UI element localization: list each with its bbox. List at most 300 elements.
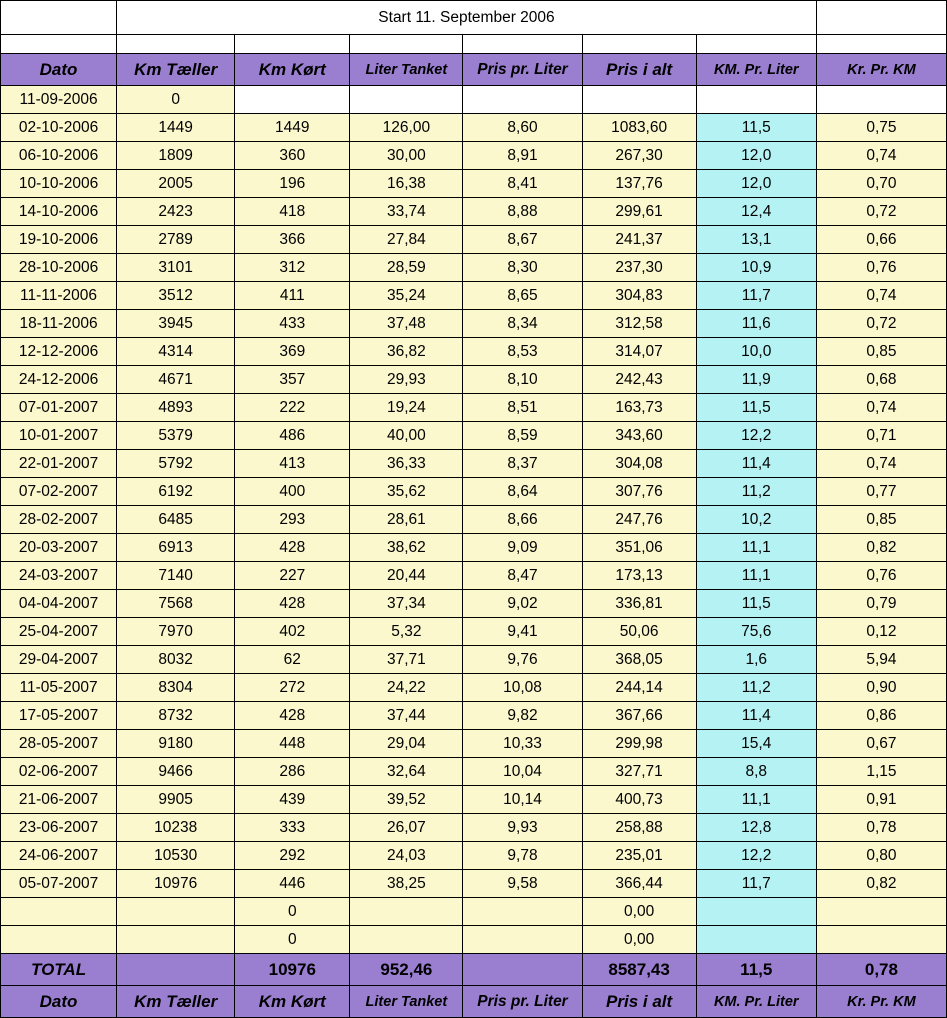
cell-km-taeller[interactable]: 9905	[117, 786, 235, 814]
cell-pris-pr-liter[interactable]: 10,04	[463, 758, 582, 786]
table-row[interactable]	[1, 758, 947, 786]
cell-pris-i-alt[interactable]: 304,08	[582, 450, 696, 478]
cell-dato[interactable]: 28-10-2006	[1, 254, 117, 282]
table-row[interactable]	[1, 618, 947, 646]
cell-liter-tanket[interactable]: 35,24	[350, 282, 463, 310]
cell-pris-pr-liter[interactable]: 9,82	[463, 702, 582, 730]
cell-dato[interactable]: 24-06-2007	[1, 842, 117, 870]
cell-km-pr-liter[interactable]	[696, 86, 816, 114]
cell-dato[interactable]: 18-11-2006	[1, 310, 117, 338]
cell-dato[interactable]: 11-05-2007	[1, 674, 117, 702]
table-row[interactable]	[1, 814, 947, 842]
cell-km-kort[interactable]: 286	[235, 758, 350, 786]
cell-km-kort[interactable]: 433	[235, 310, 350, 338]
cell-kr-pr-km[interactable]	[816, 898, 946, 926]
cell-kr-pr-km[interactable]: 0,71	[816, 422, 946, 450]
cell-kr-pr-km[interactable]: 0,80	[816, 842, 946, 870]
cell-km-taeller[interactable]: 8732	[117, 702, 235, 730]
cell-pris-i-alt[interactable]: 244,14	[582, 674, 696, 702]
cell-pris-pr-liter[interactable]: 8,65	[463, 282, 582, 310]
cell-liter-tanket[interactable]: 37,48	[350, 310, 463, 338]
cell-km-kort[interactable]: 402	[235, 618, 350, 646]
cell-km-kort[interactable]: 62	[235, 646, 350, 674]
cell-km-taeller[interactable]: 1449	[117, 114, 235, 142]
cell-km-taeller[interactable]: 9466	[117, 758, 235, 786]
cell-km-taeller[interactable]: 7970	[117, 618, 235, 646]
cell-km-kort[interactable]: 428	[235, 590, 350, 618]
cell-km-kort[interactable]: 227	[235, 562, 350, 590]
cell-km-taeller[interactable]: 10530	[117, 842, 235, 870]
cell-liter-tanket[interactable]: 5,32	[350, 618, 463, 646]
table-row[interactable]	[1, 422, 947, 450]
cell-liter-tanket[interactable]: 16,38	[350, 170, 463, 198]
cell-km-kort[interactable]: 333	[235, 814, 350, 842]
cell-km-taeller[interactable]: 2005	[117, 170, 235, 198]
cell-pris-pr-liter[interactable]: 8,41	[463, 170, 582, 198]
cell-km-taeller[interactable]: 4314	[117, 338, 235, 366]
cell-km-pr-liter[interactable]: 11,1	[696, 786, 816, 814]
table-row[interactable]	[1, 254, 947, 282]
cell-liter-tanket[interactable]: 33,74	[350, 198, 463, 226]
cell-km-pr-liter[interactable]: 11,1	[696, 534, 816, 562]
cell-kr-pr-km[interactable]: 0,77	[816, 478, 946, 506]
table-row[interactable]	[1, 198, 947, 226]
cell-liter-tanket[interactable]: 36,82	[350, 338, 463, 366]
cell-dato[interactable]: 24-03-2007	[1, 562, 117, 590]
cell-kr-pr-km[interactable]: 0,90	[816, 674, 946, 702]
cell-pris-i-alt[interactable]: 368,05	[582, 646, 696, 674]
cell-pris-pr-liter[interactable]	[463, 898, 582, 926]
cell-kr-pr-km[interactable]	[816, 86, 946, 114]
cell-dato[interactable]: 21-06-2007	[1, 786, 117, 814]
cell-dato[interactable]: 28-02-2007	[1, 506, 117, 534]
total-label: TOTAL	[1, 954, 117, 986]
table-row[interactable]	[1, 310, 947, 338]
cell-liter-tanket[interactable]: 38,25	[350, 870, 463, 898]
cell-km-taeller[interactable]: 5792	[117, 450, 235, 478]
cell-dato[interactable]: 19-10-2006	[1, 226, 117, 254]
cell-dato[interactable]: 10-10-2006	[1, 170, 117, 198]
cell-km-kort[interactable]: 369	[235, 338, 350, 366]
table-row[interactable]	[1, 674, 947, 702]
cell-km-pr-liter[interactable]: 10,2	[696, 506, 816, 534]
cell-pris-i-alt[interactable]: 163,73	[582, 394, 696, 422]
spacer-cell	[816, 35, 946, 54]
cell-liter-tanket[interactable]: 24,22	[350, 674, 463, 702]
cell-km-kort[interactable]: 486	[235, 422, 350, 450]
spacer-cell	[1, 35, 117, 54]
cell-dato[interactable]: 06-10-2006	[1, 142, 117, 170]
cell-dato[interactable]: 11-09-2006	[1, 86, 117, 114]
cell-kr-pr-km[interactable]: 0,74	[816, 450, 946, 478]
table-row[interactable]	[1, 562, 947, 590]
cell-km-kort[interactable]: 357	[235, 366, 350, 394]
cell-km-kort[interactable]: 411	[235, 282, 350, 310]
cell-pris-i-alt[interactable]: 247,76	[582, 506, 696, 534]
spacer-cell	[582, 35, 696, 54]
cell-pris-i-alt[interactable]: 258,88	[582, 814, 696, 842]
cell-dato[interactable]: 07-01-2007	[1, 394, 117, 422]
cell-km-taeller[interactable]: 7568	[117, 590, 235, 618]
cell-pris-i-alt[interactable]: 237,30	[582, 254, 696, 282]
cell-km-taeller[interactable]: 4671	[117, 366, 235, 394]
cell-liter-tanket[interactable]: 40,00	[350, 422, 463, 450]
cell-km-kort[interactable]: 418	[235, 198, 350, 226]
cell-km-taeller[interactable]: 2423	[117, 198, 235, 226]
cell-dato[interactable]: 20-03-2007	[1, 534, 117, 562]
total-pris-i-alt: 8587,43	[582, 954, 696, 986]
cell-pris-i-alt[interactable]: 351,06	[582, 534, 696, 562]
cell-km-pr-liter[interactable]: 11,5	[696, 394, 816, 422]
cell-kr-pr-km[interactable]: 0,91	[816, 786, 946, 814]
table-row[interactable]	[1, 86, 947, 114]
cell-pris-i-alt[interactable]: 327,71	[582, 758, 696, 786]
cell-dato[interactable]: 02-10-2006	[1, 114, 117, 142]
cell-dato[interactable]: 25-04-2007	[1, 618, 117, 646]
cell-km-taeller[interactable]: 9180	[117, 730, 235, 758]
cell-km-taeller[interactable]: 4893	[117, 394, 235, 422]
cell-pris-i-alt[interactable]: 1083,60	[582, 114, 696, 142]
cell-pris-i-alt[interactable]: 367,66	[582, 702, 696, 730]
cell-km-taeller[interactable]: 7140	[117, 562, 235, 590]
column-header-3: Liter Tanket	[350, 986, 463, 1018]
cell-km-taeller[interactable]: 6913	[117, 534, 235, 562]
cell-dato[interactable]: 04-04-2007	[1, 590, 117, 618]
cell-kr-pr-km[interactable]: 0,74	[816, 282, 946, 310]
cell-km-pr-liter[interactable]: 11,5	[696, 114, 816, 142]
cell-liter-tanket[interactable]	[350, 86, 463, 114]
cell-km-pr-liter[interactable]: 12,8	[696, 814, 816, 842]
cell-pris-pr-liter[interactable]: 8,67	[463, 226, 582, 254]
sheet-title: Start 11. September 2006	[117, 1, 817, 35]
cell-km-kort[interactable]: 448	[235, 730, 350, 758]
cell-dato[interactable]: 29-04-2007	[1, 646, 117, 674]
cell-km-kort[interactable]: 439	[235, 786, 350, 814]
cell-km-taeller[interactable]: 8032	[117, 646, 235, 674]
cell-pris-i-alt[interactable]: 307,76	[582, 478, 696, 506]
cell-pris-pr-liter[interactable]: 8,64	[463, 478, 582, 506]
cell-liter-tanket[interactable]: 36,33	[350, 450, 463, 478]
cell-liter-tanket[interactable]	[350, 926, 463, 954]
cell-pris-pr-liter[interactable]: 9,41	[463, 618, 582, 646]
spacer-cell	[463, 35, 582, 54]
cell-km-kort[interactable]: 446	[235, 870, 350, 898]
cell-pris-pr-liter[interactable]: 8,88	[463, 198, 582, 226]
cell-pris-pr-liter[interactable]: 8,60	[463, 114, 582, 142]
cell-liter-tanket[interactable]: 32,64	[350, 758, 463, 786]
cell-km-kort[interactable]: 400	[235, 478, 350, 506]
table-row[interactable]	[1, 226, 947, 254]
cell-kr-pr-km[interactable]: 0,85	[816, 338, 946, 366]
cell-km-pr-liter[interactable]	[696, 926, 816, 954]
cell-pris-pr-liter[interactable]: 10,14	[463, 786, 582, 814]
cell-km-pr-liter[interactable]: 11,4	[696, 450, 816, 478]
cell-kr-pr-km[interactable]: 0,82	[816, 870, 946, 898]
cell-km-pr-liter[interactable]: 12,2	[696, 842, 816, 870]
cell-pris-pr-liter[interactable]: 9,93	[463, 814, 582, 842]
cell-km-taeller[interactable]: 1809	[117, 142, 235, 170]
header-row-top	[1, 54, 947, 86]
table-row[interactable]	[1, 702, 947, 730]
column-header-7: Kr. Pr. KM	[816, 54, 946, 86]
cell-km-taeller[interactable]: 3512	[117, 282, 235, 310]
cell-km-pr-liter[interactable]: 11,5	[696, 590, 816, 618]
cell-km-taeller[interactable]: 10976	[117, 870, 235, 898]
cell-liter-tanket[interactable]: 126,00	[350, 114, 463, 142]
table-row[interactable]	[1, 170, 947, 198]
cell-kr-pr-km[interactable]: 1,15	[816, 758, 946, 786]
table-row[interactable]	[1, 842, 947, 870]
cell-km-kort[interactable]: 413	[235, 450, 350, 478]
spacer-cell	[350, 35, 463, 54]
cell-km-pr-liter[interactable]: 10,9	[696, 254, 816, 282]
cell-km-taeller[interactable]: 10238	[117, 814, 235, 842]
cell-liter-tanket[interactable]: 28,61	[350, 506, 463, 534]
cell-kr-pr-km[interactable]: 0,86	[816, 702, 946, 730]
cell-dato[interactable]	[1, 926, 117, 954]
cell-km-taeller[interactable]: 3945	[117, 310, 235, 338]
table-row[interactable]	[1, 394, 947, 422]
cell-pris-i-alt[interactable]: 314,07	[582, 338, 696, 366]
cell-km-taeller[interactable]: 8304	[117, 674, 235, 702]
table-row[interactable]	[1, 786, 947, 814]
cell-pris-pr-liter[interactable]: 8,51	[463, 394, 582, 422]
table-row[interactable]	[1, 730, 947, 758]
cell-km-kort[interactable]: 222	[235, 394, 350, 422]
cell-pris-i-alt[interactable]: 137,76	[582, 170, 696, 198]
cell-pris-i-alt[interactable]: 242,43	[582, 366, 696, 394]
table-body	[1, 1, 947, 1018]
total-row	[1, 954, 947, 986]
cell-km-pr-liter[interactable]: 11,6	[696, 310, 816, 338]
title-right-blank	[816, 1, 946, 35]
cell-dato[interactable]: 23-06-2007	[1, 814, 117, 842]
cell-kr-pr-km[interactable]: 0,76	[816, 562, 946, 590]
cell-liter-tanket[interactable]: 30,00	[350, 142, 463, 170]
cell-km-pr-liter[interactable]: 11,7	[696, 282, 816, 310]
table-row[interactable]	[1, 870, 947, 898]
cell-pris-i-alt[interactable]: 235,01	[582, 842, 696, 870]
cell-km-kort[interactable]: 293	[235, 506, 350, 534]
column-header-0: Dato	[1, 986, 117, 1018]
cell-dato[interactable]	[1, 898, 117, 926]
cell-km-pr-liter[interactable]: 11,2	[696, 674, 816, 702]
column-header-1: Km Tæller	[117, 986, 235, 1018]
cell-dato[interactable]: 11-11-2006	[1, 282, 117, 310]
cell-kr-pr-km[interactable]: 0,72	[816, 198, 946, 226]
cell-km-pr-liter[interactable]: 15,4	[696, 730, 816, 758]
cell-dato[interactable]: 28-05-2007	[1, 730, 117, 758]
cell-km-pr-liter[interactable]: 12,0	[696, 142, 816, 170]
table-row[interactable]	[1, 282, 947, 310]
column-header-2: Km Kørt	[235, 986, 350, 1018]
cell-pris-pr-liter[interactable]: 8,30	[463, 254, 582, 282]
cell-pris-pr-liter[interactable]: 9,09	[463, 534, 582, 562]
cell-dato[interactable]: 10-01-2007	[1, 422, 117, 450]
cell-km-pr-liter[interactable]: 10,0	[696, 338, 816, 366]
table-row[interactable]	[1, 338, 947, 366]
cell-kr-pr-km[interactable]: 0,74	[816, 142, 946, 170]
cell-pris-i-alt[interactable]: 173,13	[582, 562, 696, 590]
cell-km-pr-liter[interactable]: 8,8	[696, 758, 816, 786]
cell-kr-pr-km[interactable]: 5,94	[816, 646, 946, 674]
table-row[interactable]	[1, 646, 947, 674]
cell-dato[interactable]: 24-12-2006	[1, 366, 117, 394]
table-row[interactable]	[1, 114, 947, 142]
cell-liter-tanket[interactable]: 20,44	[350, 562, 463, 590]
cell-km-pr-liter[interactable]	[696, 898, 816, 926]
cell-km-taeller[interactable]: 6485	[117, 506, 235, 534]
cell-kr-pr-km[interactable]: 0,74	[816, 394, 946, 422]
table-row[interactable]	[1, 926, 947, 954]
cell-dato[interactable]: 05-07-2007	[1, 870, 117, 898]
cell-km-pr-liter[interactable]: 11,1	[696, 562, 816, 590]
cell-pris-pr-liter[interactable]	[463, 86, 582, 114]
cell-liter-tanket[interactable]: 24,03	[350, 842, 463, 870]
cell-km-kort[interactable]: 0	[235, 926, 350, 954]
cell-km-kort[interactable]: 428	[235, 702, 350, 730]
cell-pris-i-alt[interactable]: 343,60	[582, 422, 696, 450]
table-row[interactable]	[1, 366, 947, 394]
cell-pris-i-alt[interactable]: 0,00	[582, 898, 696, 926]
table-row[interactable]	[1, 898, 947, 926]
cell-km-kort[interactable]: 272	[235, 674, 350, 702]
cell-pris-pr-liter[interactable]: 10,33	[463, 730, 582, 758]
cell-liter-tanket[interactable]: 39,52	[350, 786, 463, 814]
cell-kr-pr-km[interactable]: 0,67	[816, 730, 946, 758]
cell-pris-i-alt[interactable]: 336,81	[582, 590, 696, 618]
cell-km-taeller[interactable]: 3101	[117, 254, 235, 282]
cell-pris-pr-liter[interactable]: 8,91	[463, 142, 582, 170]
cell-pris-pr-liter[interactable]: 9,02	[463, 590, 582, 618]
total-km-pr-liter: 11,5	[696, 954, 816, 986]
cell-pris-i-alt[interactable]: 304,83	[582, 282, 696, 310]
cell-dato[interactable]: 14-10-2006	[1, 198, 117, 226]
cell-km-pr-liter[interactable]: 11,2	[696, 478, 816, 506]
cell-kr-pr-km[interactable]: 0,72	[816, 310, 946, 338]
cell-pris-pr-liter[interactable]	[463, 926, 582, 954]
cell-km-kort[interactable]: 1449	[235, 114, 350, 142]
cell-pris-pr-liter[interactable]: 8,53	[463, 338, 582, 366]
cell-dato[interactable]: 22-01-2007	[1, 450, 117, 478]
cell-pris-pr-liter[interactable]: 8,34	[463, 310, 582, 338]
cell-km-pr-liter[interactable]: 1,6	[696, 646, 816, 674]
cell-kr-pr-km[interactable]	[816, 926, 946, 954]
cell-liter-tanket[interactable]: 38,62	[350, 534, 463, 562]
cell-km-taeller[interactable]	[117, 926, 235, 954]
cell-pris-pr-liter[interactable]: 9,78	[463, 842, 582, 870]
cell-liter-tanket[interactable]: 27,84	[350, 226, 463, 254]
cell-km-taeller[interactable]: 6192	[117, 478, 235, 506]
cell-pris-i-alt[interactable]: 299,61	[582, 198, 696, 226]
cell-km-taeller[interactable]: 0	[117, 86, 235, 114]
table-row[interactable]	[1, 506, 947, 534]
cell-liter-tanket[interactable]: 19,24	[350, 394, 463, 422]
cell-pris-pr-liter[interactable]: 9,58	[463, 870, 582, 898]
cell-pris-i-alt[interactable]: 400,73	[582, 786, 696, 814]
cell-liter-tanket[interactable]: 26,07	[350, 814, 463, 842]
cell-km-pr-liter[interactable]: 12,4	[696, 198, 816, 226]
cell-km-pr-liter[interactable]: 75,6	[696, 618, 816, 646]
table-row[interactable]	[1, 534, 947, 562]
cell-pris-pr-liter[interactable]: 8,66	[463, 506, 582, 534]
cell-liter-tanket[interactable]: 35,62	[350, 478, 463, 506]
cell-km-kort[interactable]	[235, 86, 350, 114]
cell-kr-pr-km[interactable]: 0,75	[816, 114, 946, 142]
cell-kr-pr-km[interactable]: 0,70	[816, 170, 946, 198]
cell-kr-pr-km[interactable]: 0,76	[816, 254, 946, 282]
cell-liter-tanket[interactable]: 37,71	[350, 646, 463, 674]
table-row[interactable]	[1, 450, 947, 478]
cell-km-taeller[interactable]: 5379	[117, 422, 235, 450]
cell-km-kort[interactable]: 428	[235, 534, 350, 562]
cell-pris-pr-liter[interactable]: 8,59	[463, 422, 582, 450]
cell-km-kort[interactable]: 196	[235, 170, 350, 198]
cell-km-taeller[interactable]	[117, 898, 235, 926]
cell-pris-i-alt[interactable]: 0,00	[582, 926, 696, 954]
cell-km-kort[interactable]: 312	[235, 254, 350, 282]
cell-km-pr-liter[interactable]: 11,7	[696, 870, 816, 898]
cell-pris-pr-liter[interactable]: 10,08	[463, 674, 582, 702]
cell-kr-pr-km[interactable]: 0,78	[816, 814, 946, 842]
cell-pris-i-alt[interactable]: 267,30	[582, 142, 696, 170]
cell-pris-i-alt[interactable]: 312,58	[582, 310, 696, 338]
cell-pris-i-alt[interactable]: 50,06	[582, 618, 696, 646]
cell-kr-pr-km[interactable]: 0,66	[816, 226, 946, 254]
cell-km-pr-liter[interactable]: 11,9	[696, 366, 816, 394]
cell-dato[interactable]: 02-06-2007	[1, 758, 117, 786]
cell-km-kort[interactable]: 360	[235, 142, 350, 170]
spacer-cell	[696, 35, 816, 54]
cell-pris-pr-liter[interactable]: 8,10	[463, 366, 582, 394]
cell-liter-tanket[interactable]: 37,44	[350, 702, 463, 730]
cell-kr-pr-km[interactable]: 0,79	[816, 590, 946, 618]
cell-kr-pr-km[interactable]: 0,85	[816, 506, 946, 534]
cell-km-taeller[interactable]: 2789	[117, 226, 235, 254]
cell-km-pr-liter[interactable]: 12,0	[696, 170, 816, 198]
cell-km-kort[interactable]: 0	[235, 898, 350, 926]
table-row[interactable]	[1, 590, 947, 618]
cell-pris-pr-liter[interactable]: 8,47	[463, 562, 582, 590]
cell-pris-i-alt[interactable]	[582, 86, 696, 114]
cell-km-kort[interactable]: 292	[235, 842, 350, 870]
cell-pris-i-alt[interactable]: 241,37	[582, 226, 696, 254]
cell-pris-i-alt[interactable]: 366,44	[582, 870, 696, 898]
cell-dato[interactable]: 17-05-2007	[1, 702, 117, 730]
cell-liter-tanket[interactable]: 29,93	[350, 366, 463, 394]
cell-kr-pr-km[interactable]: 0,12	[816, 618, 946, 646]
cell-liter-tanket[interactable]: 28,59	[350, 254, 463, 282]
column-header-2: Km Kørt	[235, 54, 350, 86]
cell-dato[interactable]: 12-12-2006	[1, 338, 117, 366]
table-row[interactable]	[1, 142, 947, 170]
cell-liter-tanket[interactable]: 37,34	[350, 590, 463, 618]
cell-liter-tanket[interactable]	[350, 898, 463, 926]
cell-pris-i-alt[interactable]: 299,98	[582, 730, 696, 758]
cell-liter-tanket[interactable]: 29,04	[350, 730, 463, 758]
cell-km-pr-liter[interactable]: 13,1	[696, 226, 816, 254]
cell-km-pr-liter[interactable]: 12,2	[696, 422, 816, 450]
cell-kr-pr-km[interactable]: 0,82	[816, 534, 946, 562]
title-row	[1, 1, 947, 35]
table-row[interactable]	[1, 478, 947, 506]
cell-km-kort[interactable]: 366	[235, 226, 350, 254]
cell-pris-pr-liter[interactable]: 8,37	[463, 450, 582, 478]
cell-pris-pr-liter[interactable]: 9,76	[463, 646, 582, 674]
cell-kr-pr-km[interactable]: 0,68	[816, 366, 946, 394]
cell-dato[interactable]: 07-02-2007	[1, 478, 117, 506]
cell-km-pr-liter[interactable]: 11,4	[696, 702, 816, 730]
